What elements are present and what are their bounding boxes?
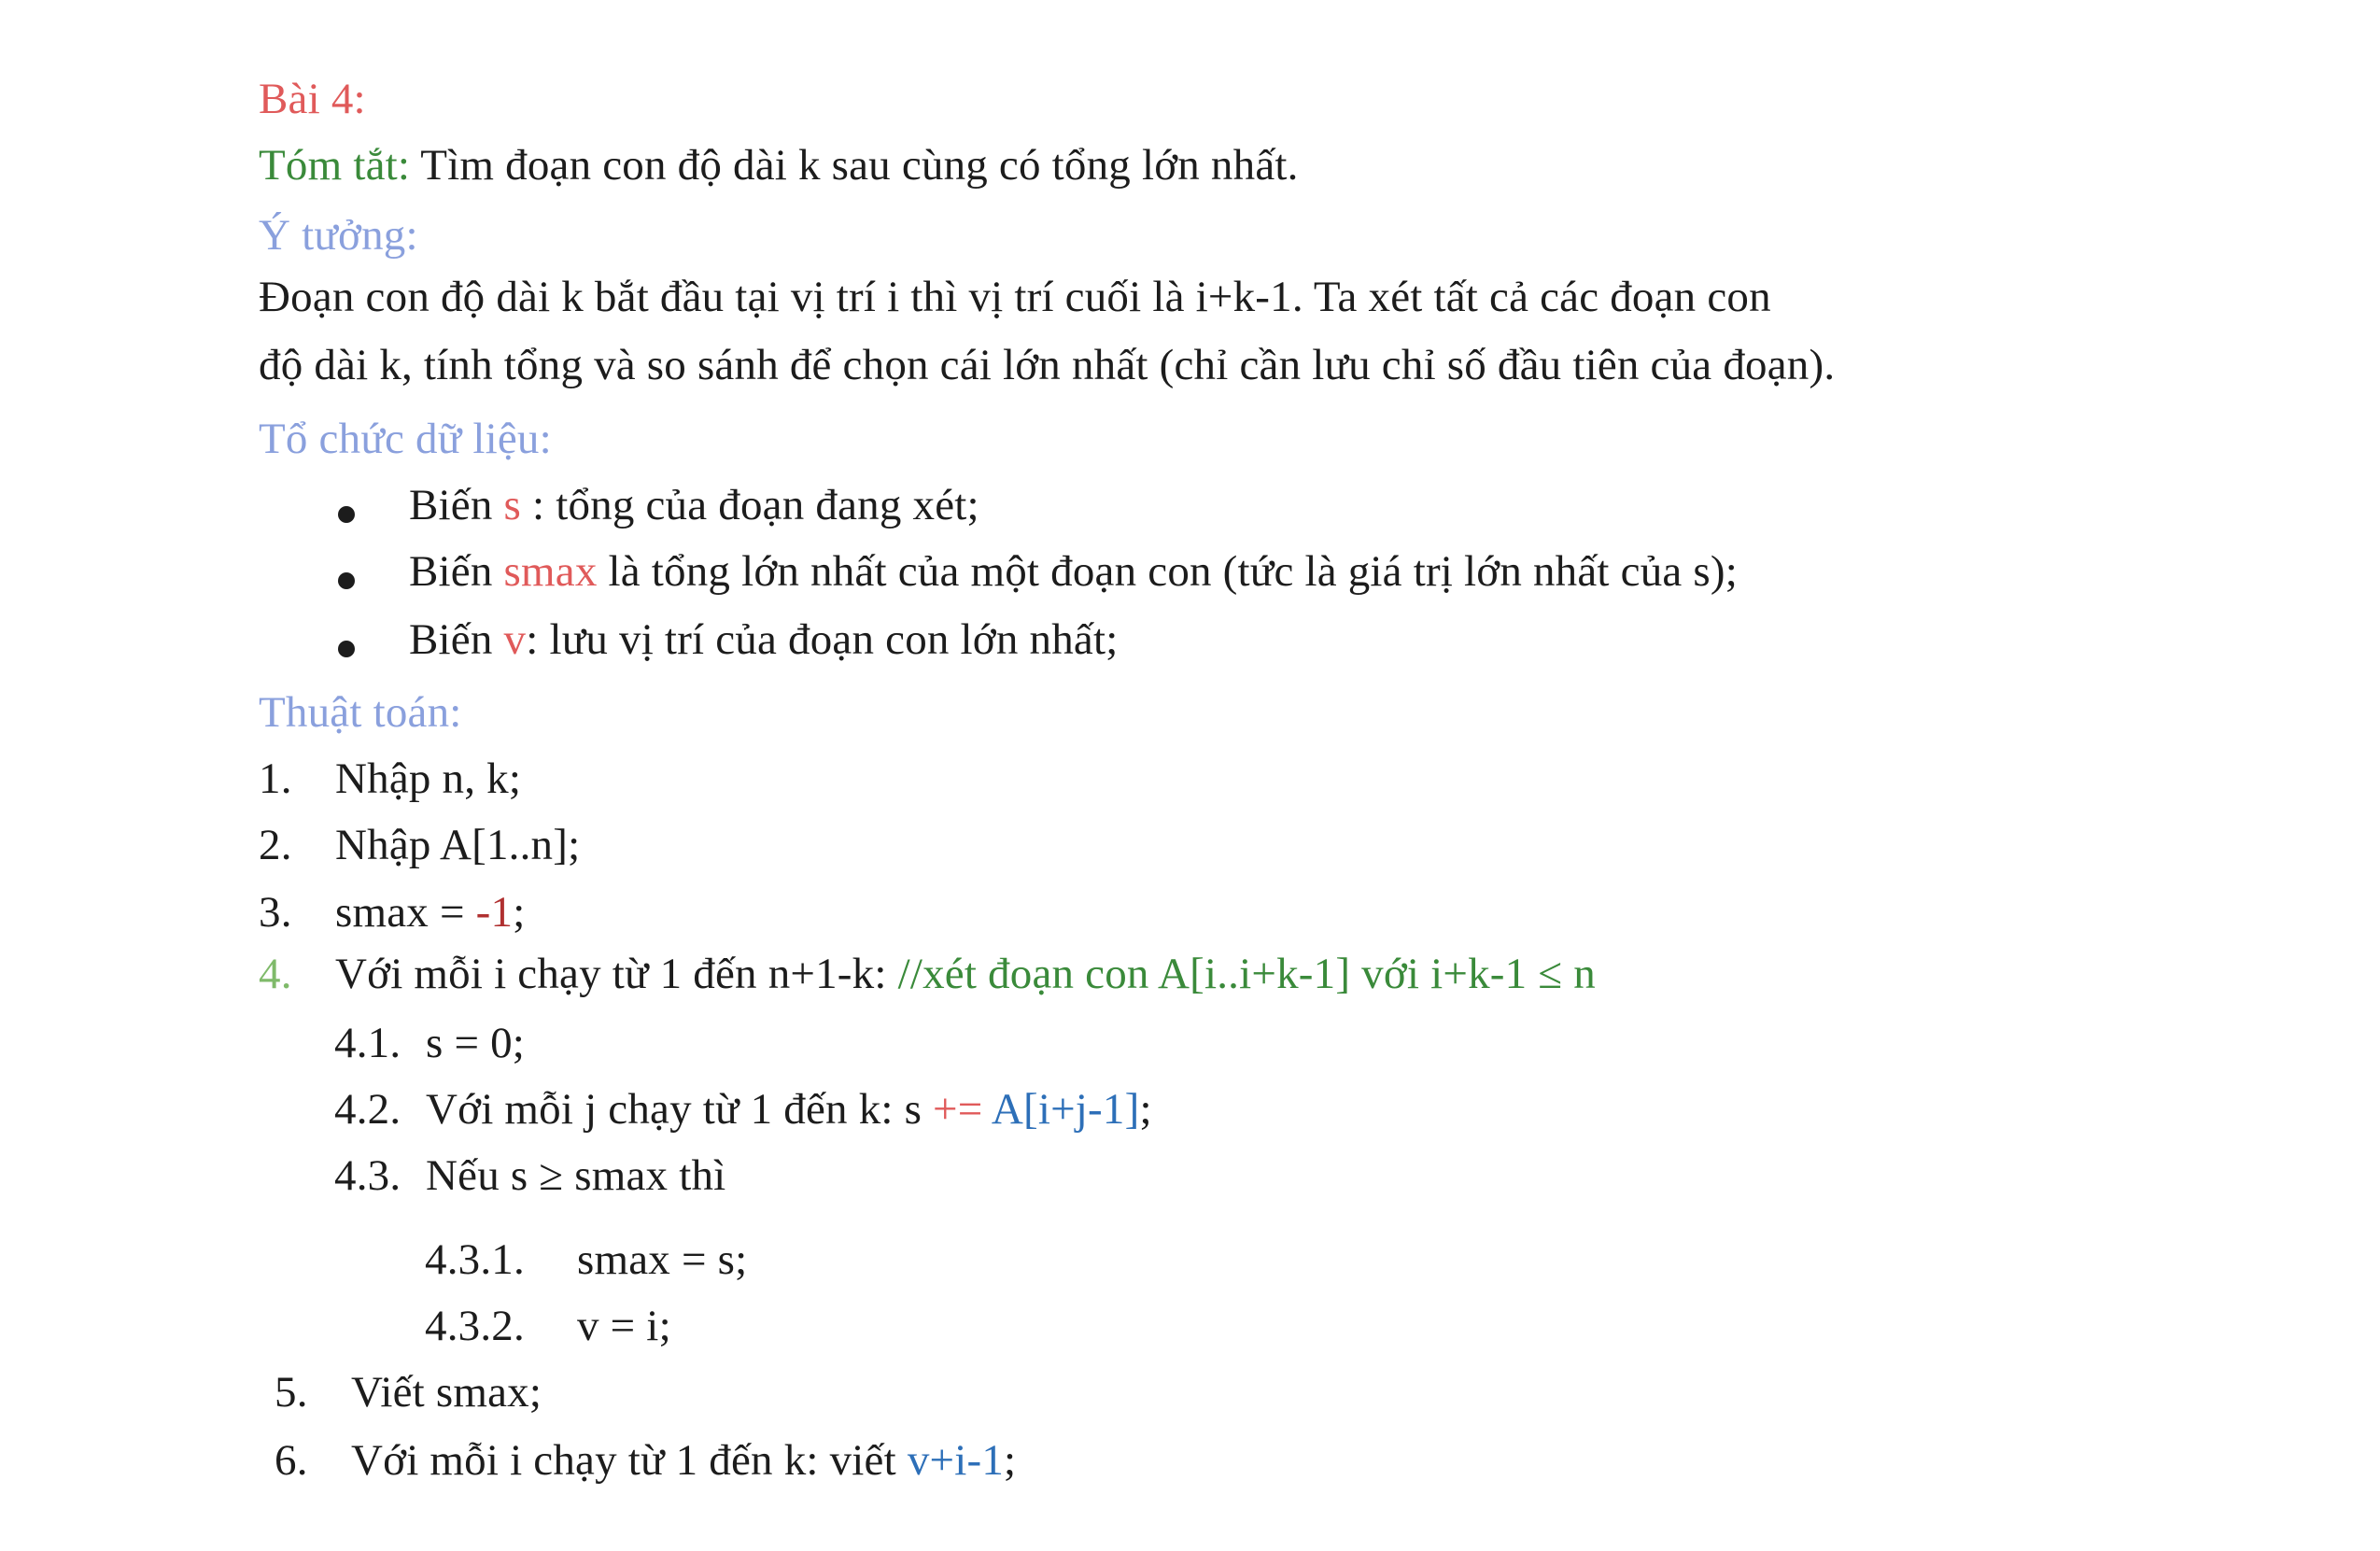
step-number: 5.	[275, 1368, 308, 1417]
summary-line	[259, 138, 1299, 192]
data-org-label: Tổ chức dữ liệu:	[259, 415, 552, 463]
step-text: smax =	[335, 888, 476, 937]
step-4-2	[334, 1082, 1152, 1136]
step-number: 4.1.	[334, 1019, 401, 1067]
step-text: Nhập n, k;	[335, 754, 522, 803]
step-1	[259, 752, 521, 806]
step-2	[259, 818, 580, 872]
step-value: -1	[475, 888, 514, 937]
step-text: s = 0;	[426, 1019, 526, 1067]
variable-name: v	[503, 615, 527, 664]
data-item-v	[409, 613, 1118, 667]
data-item-desc: : lưu vị trí của đoạn con lớn nhất;	[526, 615, 1119, 664]
step-number: 6.	[275, 1436, 308, 1485]
bullet-icon	[338, 572, 355, 589]
bullet-icon	[338, 506, 355, 523]
step-6	[275, 1433, 1016, 1488]
data-item-prefix: Biến	[409, 481, 504, 529]
step-text: Nhập A[1..n];	[335, 821, 581, 869]
step-4-3-2	[425, 1299, 671, 1353]
algorithm-label: Thuật toán:	[259, 688, 462, 737]
step-4-3-1	[425, 1233, 747, 1287]
summary-label: Tóm tắt:	[259, 141, 411, 190]
exercise-title: Bài 4:	[259, 75, 366, 123]
step-number: 4.3.	[334, 1151, 401, 1200]
step-expression: v+i-1	[907, 1436, 1005, 1485]
step-text: v = i;	[577, 1302, 671, 1350]
idea-line-2: độ dài k, tính tổng và so sánh để chọn cái lớn nhất (chỉ cần lưu chỉ số đầu tiên của đoạn).	[259, 341, 1836, 389]
data-item-prefix: Biến	[409, 615, 504, 664]
step-number: 1.	[259, 754, 292, 803]
step-number: 4.3.1.	[425, 1235, 525, 1284]
step-number: 3.	[259, 888, 292, 937]
step-text: smax = s;	[577, 1235, 748, 1284]
step-comment: //xét đoạn con A[i..i+k-1] với i+k-1 ≤ n	[897, 950, 1596, 998]
data-item-desc: là tổng lớn nhất của một đoạn con (tức là giá trị lớn nhất của s);	[597, 547, 1739, 596]
step-number: 4.	[259, 950, 292, 998]
data-item-desc: : tổng của đoạn đang xét;	[521, 481, 979, 529]
data-item-prefix: Biến	[409, 547, 504, 596]
step-4-1	[334, 1016, 525, 1070]
idea-label: Ý tưởng:	[259, 211, 418, 260]
step-terminator: ;	[1139, 1085, 1152, 1134]
bullet-icon	[338, 641, 355, 657]
step-expression: A[i+j-1]	[982, 1085, 1140, 1134]
step-3	[259, 885, 525, 939]
data-item-s	[409, 478, 979, 532]
step-text: Với mỗi i chạy từ 1 đến k: viết	[351, 1436, 908, 1485]
step-4	[259, 947, 1596, 1001]
variable-name: s	[503, 481, 522, 529]
step-5	[275, 1365, 542, 1419]
variable-name: smax	[503, 547, 598, 596]
data-item-smax	[409, 544, 1738, 599]
step-4-3	[334, 1149, 725, 1203]
step-terminator: ;	[513, 888, 526, 937]
step-terminator: ;	[1004, 1436, 1017, 1485]
summary-text: Tìm đoạn con độ dài k sau cùng có tổng lớn nhất.	[410, 141, 1299, 190]
step-text: Với mỗi i chạy từ 1 đến n+1-k:	[335, 950, 898, 998]
step-text: Với mỗi j chạy từ 1 đến k: s	[426, 1085, 934, 1134]
step-number: 4.3.2.	[425, 1302, 525, 1350]
idea-line-1: Đoạn con độ dài k bắt đầu tại vị trí i thì vị trí cuối là i+k-1. Ta xét tất cả các đoạn con	[259, 273, 1771, 321]
step-operator: +=	[933, 1085, 983, 1134]
step-number: 4.2.	[334, 1085, 401, 1134]
step-number: 2.	[259, 821, 292, 869]
step-text: Nếu s ≥ smax thì	[426, 1151, 726, 1200]
step-text: Viết smax;	[351, 1368, 542, 1417]
